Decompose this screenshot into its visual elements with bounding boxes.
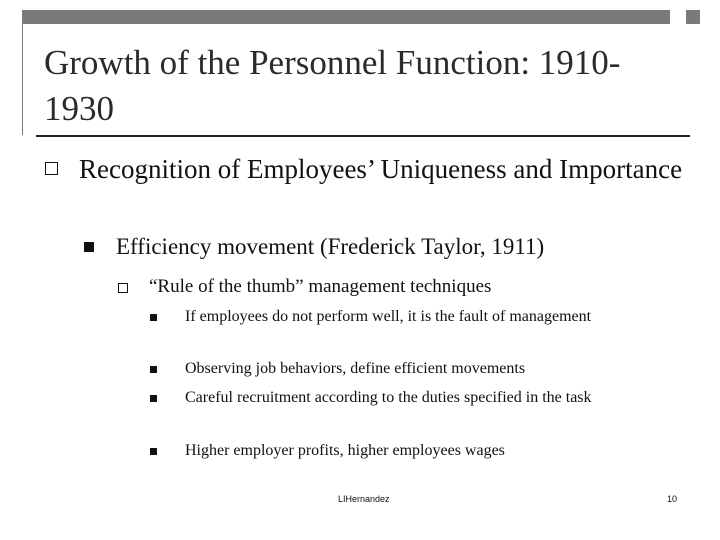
bullet-level2-text: Efficiency movement (Frederick Taylor, 1911) [116,234,545,259]
list-item-text: If employees do not perform well, it is the fault of management [185,308,592,325]
bullet-level3-text: “Rule of the thumb” management techniques [149,276,492,297]
list-item [150,387,670,409]
footer-author: LIHernandez [338,494,390,504]
list-item-text: Observing job behaviors, define efficient movements [185,360,526,377]
bullet-level1-text: Recognition of Employees’ Uniqueness and Importance [79,154,683,184]
bullet-level2 [84,232,684,262]
filled-square-bullet-icon [84,242,94,252]
page-number: 10 [667,494,678,504]
hollow-square-bullet-icon [118,283,128,293]
list-item [150,440,670,462]
filled-square-bullet-icon [150,314,157,321]
list-item [150,358,670,380]
list-item [150,306,670,328]
bullet-level1 [45,150,685,188]
hollow-square-bullet-icon [45,162,58,175]
filled-square-bullet-icon [150,448,157,455]
bullet-level3 [118,274,678,300]
title-underline [36,135,690,137]
left-decorative-line [22,10,23,135]
filled-square-bullet-icon [150,395,157,402]
top-decorative-square [686,10,700,24]
top-decorative-bar [22,10,670,24]
list-item-text: Careful recruitment according to the duties specified in the task [185,389,592,406]
filled-square-bullet-icon [150,366,157,373]
list-item-text: Higher employer profits, higher employees wages [185,442,505,459]
slide-title: Growth of the Personnel Function: 1910-1930 [44,43,621,128]
